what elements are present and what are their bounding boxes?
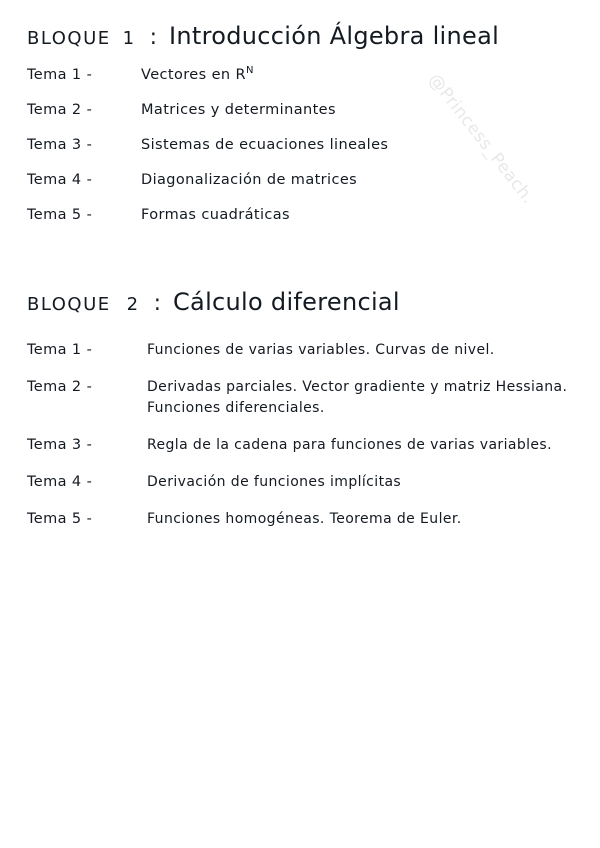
topic-text: Derivación de funciones implícitas bbox=[147, 474, 402, 490]
topic-number: Tema 3 - bbox=[27, 137, 93, 153]
block-2-heading bbox=[27, 288, 587, 316]
block-2-topics bbox=[27, 340, 587, 530]
topic-2-1 bbox=[27, 340, 587, 361]
topic-number: Tema 2 - bbox=[27, 102, 93, 118]
topic-number: Tema 1 - bbox=[27, 342, 93, 358]
block-2-title: Cálculo diferencial bbox=[173, 288, 400, 316]
topic-2-2 bbox=[27, 377, 587, 419]
block-1-heading bbox=[27, 22, 587, 50]
block-2-label: BLOQUE bbox=[27, 294, 111, 315]
topic-number: Tema 5 - bbox=[27, 511, 93, 527]
topic-text bbox=[141, 65, 587, 86]
block-1 bbox=[27, 22, 587, 240]
watermark: @Princess_Peach. bbox=[424, 70, 539, 209]
topic-number: Tema 2 - bbox=[27, 379, 93, 395]
topic-number: Tema 1 - bbox=[27, 67, 93, 83]
topic-1-4 bbox=[27, 170, 587, 191]
topic-1-5 bbox=[27, 205, 587, 226]
topic-2-5 bbox=[27, 509, 587, 530]
topic-text: Sistemas de ecuaciones lineales bbox=[141, 137, 389, 153]
block-1-topics bbox=[27, 65, 587, 226]
topic-text-main: Vectores en R bbox=[141, 67, 246, 83]
topic-text: Regla de la cadena para funciones de varias variables. bbox=[147, 437, 552, 453]
block-1-number: 1 bbox=[122, 28, 136, 49]
topic-text: Diagonalización de matrices bbox=[141, 172, 358, 188]
block-1-colon: : bbox=[149, 25, 157, 50]
topic-1-2 bbox=[27, 100, 587, 121]
block-2-colon: : bbox=[153, 291, 161, 316]
topic-1-1 bbox=[27, 65, 587, 86]
topic-number: Tema 5 - bbox=[27, 207, 93, 223]
topic-1-3 bbox=[27, 135, 587, 156]
topic-text: Matrices y determinantes bbox=[141, 102, 336, 118]
block-1-label: BLOQUE bbox=[27, 28, 111, 49]
block-2-number: 2 bbox=[126, 294, 140, 315]
topic-2-4 bbox=[27, 472, 587, 493]
topic-number: Tema 4 - bbox=[27, 474, 93, 490]
topic-superscript: N bbox=[245, 65, 254, 77]
topic-number: Tema 4 - bbox=[27, 172, 93, 188]
topic-2-3 bbox=[27, 435, 587, 456]
topic-number: Tema 3 - bbox=[27, 437, 93, 453]
block-1-title: Introducción Álgebra lineal bbox=[169, 22, 500, 50]
topic-text: Formas cuadráticas bbox=[141, 207, 290, 223]
block-2 bbox=[27, 288, 587, 546]
topic-text: Funciones de varias variables. Curvas de nivel. bbox=[147, 342, 495, 358]
topic-text: Derivadas parciales. Vector gradiente y matriz Hessiana. Funciones diferenciales. bbox=[147, 379, 568, 416]
topic-text: Funciones homogéneas. Teorema de Euler. bbox=[147, 511, 462, 527]
